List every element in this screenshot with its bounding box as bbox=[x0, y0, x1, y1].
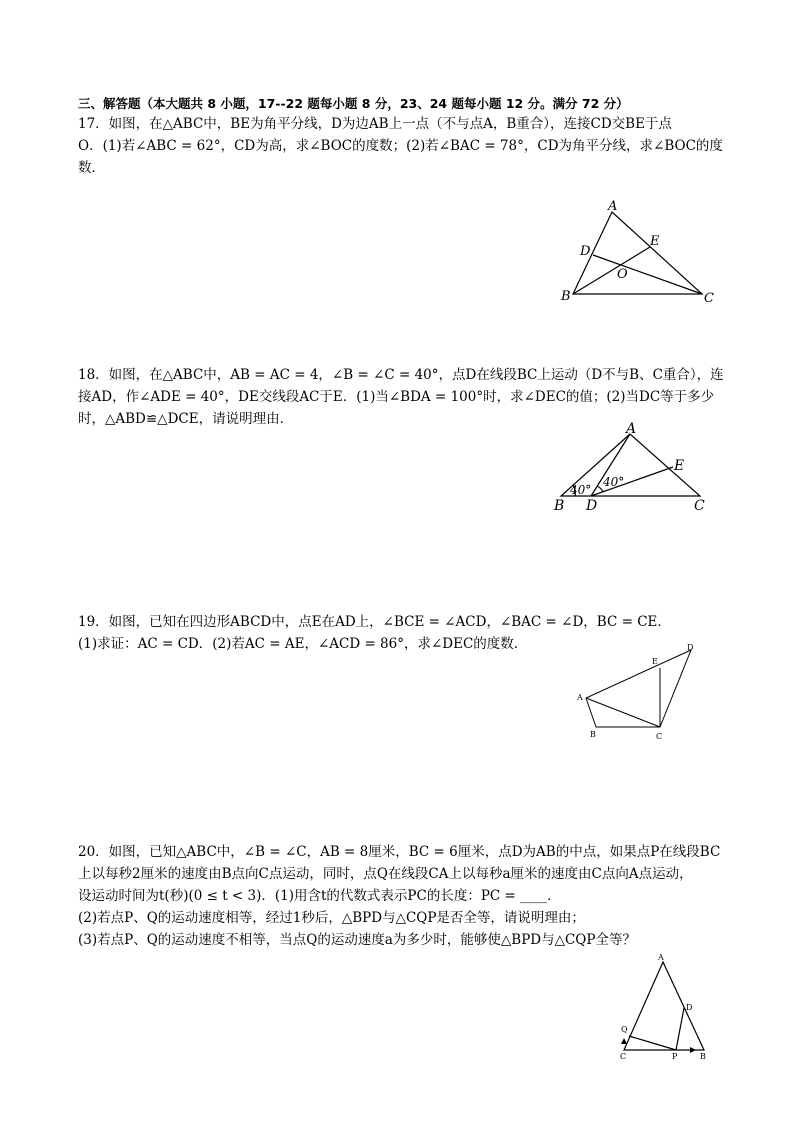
section-title: 三、解答题（本大题共 8 小题，17--22 题每小题 8 分，23、24 题每小题 12 分。满分 72 分） bbox=[78, 96, 629, 111]
q20-arrow-q bbox=[621, 1038, 627, 1044]
q19-figure bbox=[570, 640, 705, 740]
q19-line-2: (1)求证：AC = CD．(2)若AC = AE，∠ACD = 86°，求∠DEC的度数． bbox=[78, 636, 528, 652]
q19-label-d: D bbox=[687, 643, 694, 652]
q20-line-5: (3)若点P、Q的运动速度不相等，当点Q的运动速度a为多少时，能够使△BPD与△CQP全等？ bbox=[78, 932, 636, 948]
q19-label-e: E bbox=[652, 657, 658, 666]
q17-label-a: A bbox=[608, 199, 618, 214]
q18-label-c: C bbox=[694, 498, 705, 514]
q20-label-d: D bbox=[686, 1003, 693, 1012]
question-20 bbox=[78, 841, 728, 951]
q18-angle-d: 40° bbox=[603, 475, 625, 489]
q20-line-3: 设运动时间为t(秒)(0 ≤ t < 3)．(1)用含t的代数式表示PC的长度：PC = ____． bbox=[78, 888, 561, 904]
q19-label-b: B bbox=[590, 730, 596, 739]
q18-line-3: 时，△ABD≌△DCE，请说明理由． bbox=[78, 411, 294, 427]
q17-figure bbox=[555, 198, 725, 308]
q18-label-e: E bbox=[674, 458, 685, 474]
q17-label-b: B bbox=[561, 289, 571, 304]
q20-arrow-p bbox=[690, 1047, 696, 1053]
q20-label-a: A bbox=[658, 953, 664, 962]
question-17 bbox=[78, 113, 728, 179]
q20-label-p: P bbox=[672, 1052, 678, 1061]
q18-line-1: 18．如图，在△ABC中，AB = AC = 4，∠B = ∠C = 40°，点D在线段BC上运动（D不与B、C重合），连 bbox=[78, 367, 724, 383]
q20-line-4: (2)若点P、Q的运动速度相等，经过1秒后，△BPD与△CQP是否全等，请说明理由； bbox=[78, 910, 585, 926]
q17-line-3: 数． bbox=[78, 160, 105, 176]
q20-figure bbox=[610, 950, 720, 1065]
q18-label-d: D bbox=[586, 498, 598, 514]
q18-label-b: B bbox=[554, 498, 565, 514]
q20-label-q: Q bbox=[621, 1025, 628, 1034]
q20-line-2: 上以每秒2厘米的速度由B点向C点运动，同时，点Q在线段CA上以每秒a厘米的速度由C点向A点运动， bbox=[78, 866, 693, 882]
q20-line-1: 20．如图，已知△ABC中，∠B = ∠C，AB = 8厘米，BC = 6厘米，点D为AB的中点，如果点P在线段BC bbox=[78, 844, 721, 860]
q19-label-c: C bbox=[656, 732, 663, 741]
q17-label-o: O bbox=[617, 267, 628, 282]
q20-label-b: B bbox=[700, 1052, 706, 1061]
q17-label-c: C bbox=[704, 291, 714, 306]
q18-label-a: A bbox=[626, 421, 637, 437]
q20-label-c: C bbox=[620, 1052, 627, 1061]
q17-label-e: E bbox=[650, 234, 660, 249]
q19-line-1: 19．如图，已知在四边形ABCD中，点E在AD上，∠BCE = ∠ACD，∠BAC = ∠D，BC = CE． bbox=[78, 614, 671, 630]
q18-angle-b: 40° bbox=[570, 483, 592, 497]
q18-figure bbox=[550, 420, 720, 515]
q17-line-1: 17．如图，在△ABC中，BE为角平分线，D为边AB上一点（不与点A，B重合），连接CD交BE于点 bbox=[78, 116, 672, 132]
q19-label-a: A bbox=[577, 693, 583, 702]
q17-line-2: O．(1)若∠ABC = 62°，CD为高，求∠BOC的度数；(2)若∠BAC = 78°，CD为角平分线，求∠BOC的度 bbox=[78, 138, 723, 154]
q17-label-d: D bbox=[580, 244, 591, 259]
q18-line-2: 接AD，作∠ADE = 40°，DE交线段AC于E．(1)当∠BDA = 100°时，求∠DEC的值；(2)当DC等于多少 bbox=[78, 389, 715, 405]
